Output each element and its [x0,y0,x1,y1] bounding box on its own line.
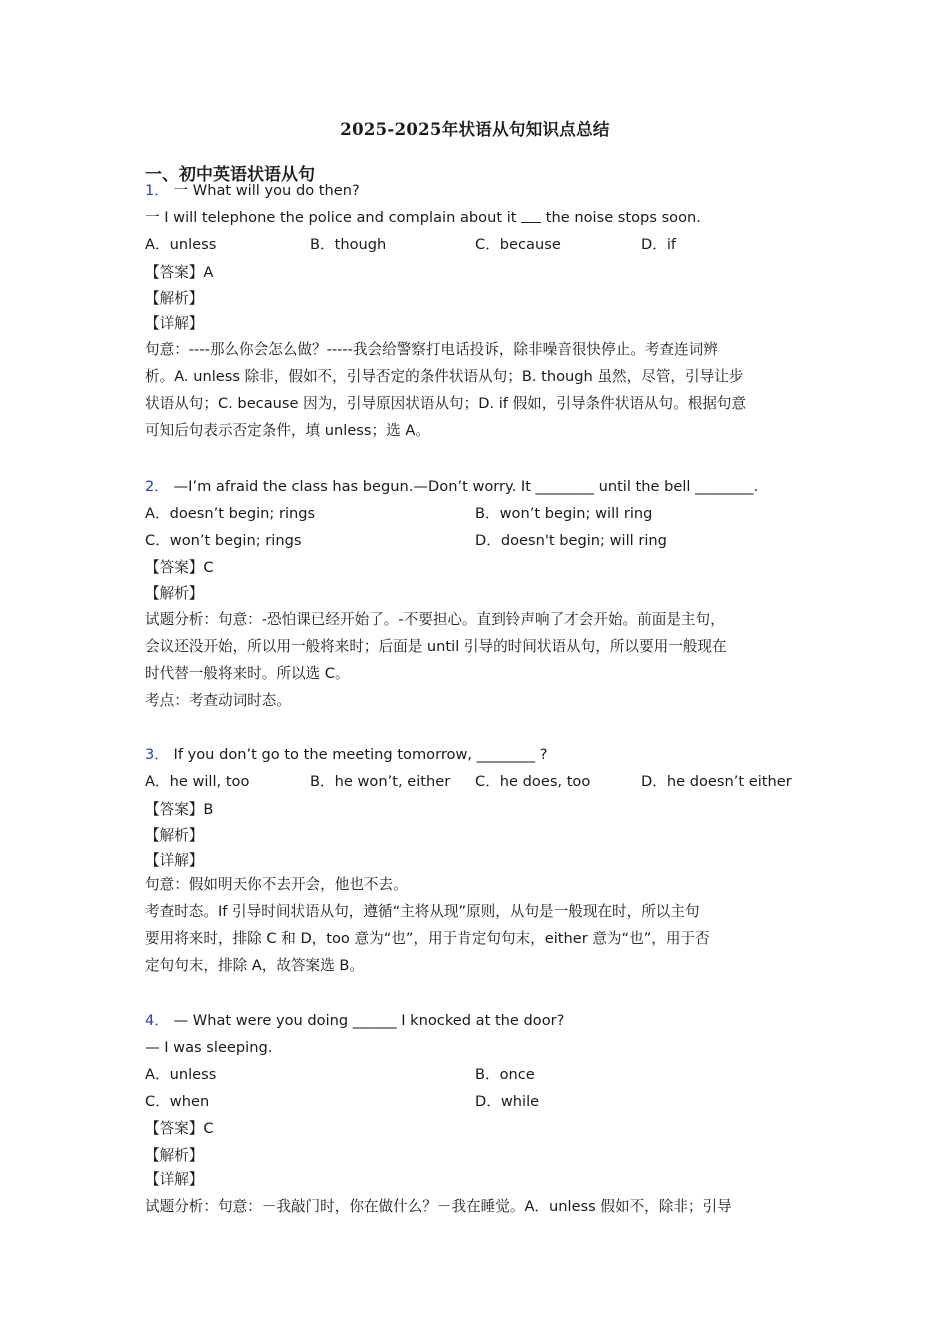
q1-option-b: B．though [310,236,387,253]
q3-option-d: D．he doesn’t either [641,773,792,790]
q3-number: 3． [145,746,169,763]
q1-analysis: 【解析】 [145,290,204,307]
q3-explanation-line: 定句句末，排除 A，故答案选 B。 [145,957,364,974]
q4-option-c: C．when [145,1093,210,1110]
section-heading: 一、初中英语状语从句 [145,165,315,185]
q4-answer: 【答案】C [145,1120,214,1137]
q1-option-a: A．unless [145,236,217,253]
q4-analysis: 【解析】 [145,1147,204,1164]
q3-detail: 【详解】 [145,852,204,869]
q1-stem [145,181,360,201]
q4-option-b: B．once [475,1066,535,1083]
q1-line2-post: the noise stops soon. [545,209,701,226]
q1-detail: 【详解】 [145,315,204,332]
q2-analysis: 【解析】 [145,585,204,602]
q1-number: 1． [145,182,169,199]
q3-analysis: 【解析】 [145,827,204,844]
q2-number: 2． [145,478,169,495]
q1-blank [521,209,541,223]
q3-stem [145,745,547,765]
q4-option-d: D．while [475,1093,540,1110]
q4-stem [145,1011,564,1031]
q1-answer: 【答案】A [145,264,214,281]
q2-option-d: D．doesn't begin; will ring [475,532,667,549]
q2-answer: 【答案】C [145,559,214,576]
q2-explanation-line: 时代替一般将来时。所以选 C。 [145,665,350,682]
q1-line2 [145,208,701,228]
document-title: 2025-2025年状语从句知识点总结 [340,120,610,139]
q4-option-a: A．unless [145,1066,217,1083]
q3-explanation-line: 要用将来时，排除 C 和 D，too 意为“也”，用于肯定句句末，either 意为“也”，用于否 [145,930,710,947]
q4-explanation-line: 试题分析：句意：－我敲门时，你在做什么？－我在睡觉。A．unless 假如不，除非；引导 [145,1198,732,1215]
q4-line2: — I was sleeping. [145,1039,273,1056]
q2-explanation-line: 试题分析：句意：-恐怕课已经开始了。-不要担心。直到铃声响了才会开始。前面是主句， [145,611,725,628]
q1-option-d: D．if [641,236,677,253]
q3-option-a: A．he will, too [145,773,250,790]
q3-option-c: C．he does, too [475,773,591,790]
q2-stem-text: —I’m afraid the class has begun.—Don’t worry. It ________ until the bell ________. [173,478,759,495]
q3-explanation-line: 句意：假如明天你不去开会，他也不去。 [145,876,408,893]
q2-stem [145,477,758,497]
q2-option-a: A．doesn’t begin; rings [145,505,316,522]
q3-option-b: B．he won’t, either [310,773,451,790]
q2-option-c: C．won’t begin; rings [145,532,302,549]
q3-stem-text: If you don’t go to the meeting tomorrow, ________ ? [173,746,548,763]
q1-line1: 一 What will you do then? [173,182,360,199]
q2-option-b: B．won’t begin; will ring [475,505,653,522]
q1-explanation-line: 句意：----那么你会怎么做？-----我会给警察打电话投诉，除非噪音很快停止。考查连词辨 [145,341,718,358]
q2-explanation-line: 考点：考查动词时态。 [145,692,291,709]
q1-explanation-line: 状语从句；C. because 因为，引导原因状语从句；D. if 假如，引导条件状语从句。根据句意 [145,395,747,412]
q1-explanation-line: 析。A. unless 除非，假如不，引导否定的条件状语从句；B. though 虽然，尽管，引导让步 [145,368,744,385]
q4-stem-text: — What were you doing ______ I knocked at the door? [173,1012,565,1029]
q2-explanation-line: 会议还没开始，所以用一般将来时；后面是 until 引导的时间状语从句，所以要用一般现在 [145,638,727,655]
q1-line2-pre: 一 I will telephone the police and complain about it [145,209,517,226]
q4-detail: 【详解】 [145,1171,204,1188]
q4-number: 4． [145,1012,169,1029]
q1-option-c: C．because [475,236,561,253]
q3-explanation-line: 考查时态。If 引导时间状语从句，遵循“主将从现”原则，从句是一般现在时，所以主句 [145,903,700,920]
q1-explanation-line: 可知后句表示否定条件，填 unless；选 A。 [145,422,430,439]
q3-answer: 【答案】B [145,801,214,818]
